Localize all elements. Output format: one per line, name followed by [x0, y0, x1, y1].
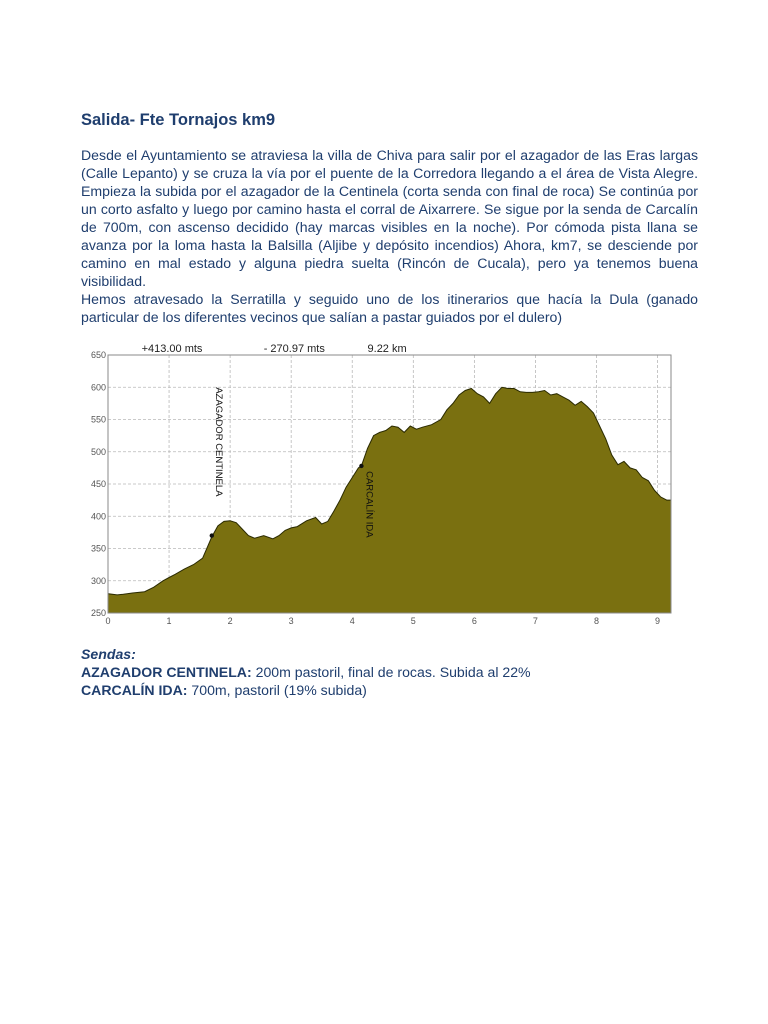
- sendas-heading: Sendas:: [81, 646, 136, 662]
- y-tick-label: 400: [90, 511, 106, 522]
- annotation-label: AZAGADOR CENTINELA: [212, 387, 224, 497]
- y-tick-label: 450: [90, 479, 106, 489]
- senda-item: [81, 663, 531, 681]
- y-tick-label: 600: [90, 382, 106, 393]
- y-tick-label: 350: [90, 543, 106, 554]
- senda-item: [81, 681, 531, 699]
- x-tick-label: 3: [288, 616, 294, 626]
- annotation-marker: [210, 533, 214, 537]
- senda-name: CARCALÍN IDA:: [81, 682, 188, 698]
- x-tick-label: 2: [227, 616, 233, 626]
- y-tick-label: 550: [90, 414, 106, 425]
- elevation-profile-svg: [86, 338, 686, 630]
- paragraph-history: Hemos atravesado la Serratilla y seguido uno de los itinerarios que hacía la Dula (ganado particular de los diferentes vecinos que salían a pastar guiados por el dulero): [81, 291, 698, 325]
- x-tick-label: 9: [655, 616, 661, 626]
- senda-description: 700m, pastoril (19% subida): [187, 682, 367, 698]
- annotation-marker: [359, 464, 363, 468]
- annotation-label: CARCALÍN IDA: [363, 471, 375, 538]
- document-title: Salida- Fte Tornajos km9: [81, 111, 276, 129]
- x-tick-label: 6: [471, 616, 477, 626]
- elevation-profile-chart: [86, 338, 686, 630]
- paragraph-route: Desde el Ayuntamiento se atraviesa la villa de Chiva para salir por el azagador de las Eras largas (Calle Lepanto) y se cruza la vía por el puente de la Corredora llegando a el área de Vista Alegre. Empieza la subida por el azagador de la Centinela (corta senda con final de roca) Se continúa por un corto asfalto y luego por camino hasta el corral de Aixarrere. Se sigue por la senda de Carcalín de 700m, con ascenso decidido (hay marcas visibles en la noche). Por cómoda pista llana se avanza por la loma hasta la Balsilla (Aljibe y depósito incendios) Ahora, km7, se desciende por camino en mal estado y alguna piedra suelta (Rincón de Cucala), pero ya tenemos buena visibilidad.: [81, 147, 698, 289]
- x-tick-label: 8: [593, 616, 600, 626]
- x-tick-label: 7: [532, 616, 538, 626]
- stat-descent: - 270.97 mts: [263, 343, 325, 355]
- stat-distance: 9.22 km: [367, 343, 407, 355]
- x-tick-label: 4: [349, 616, 355, 626]
- y-tick-label: 500: [90, 446, 106, 457]
- sendas-section: [81, 645, 531, 699]
- y-tick-label: 300: [90, 575, 106, 586]
- senda-name: AZAGADOR CENTINELA:: [81, 664, 252, 680]
- document-body: [81, 146, 698, 326]
- x-tick-label: 1: [166, 616, 172, 626]
- stat-ascent: +413.00 mts: [141, 343, 203, 355]
- senda-description: 200m pastoril, final de rocas. Subida al 22%: [251, 664, 531, 680]
- y-tick-label: 650: [90, 350, 106, 360]
- x-tick-label: 0: [105, 616, 111, 626]
- x-tick-label: 5: [410, 616, 416, 626]
- y-tick-label: 250: [90, 608, 106, 618]
